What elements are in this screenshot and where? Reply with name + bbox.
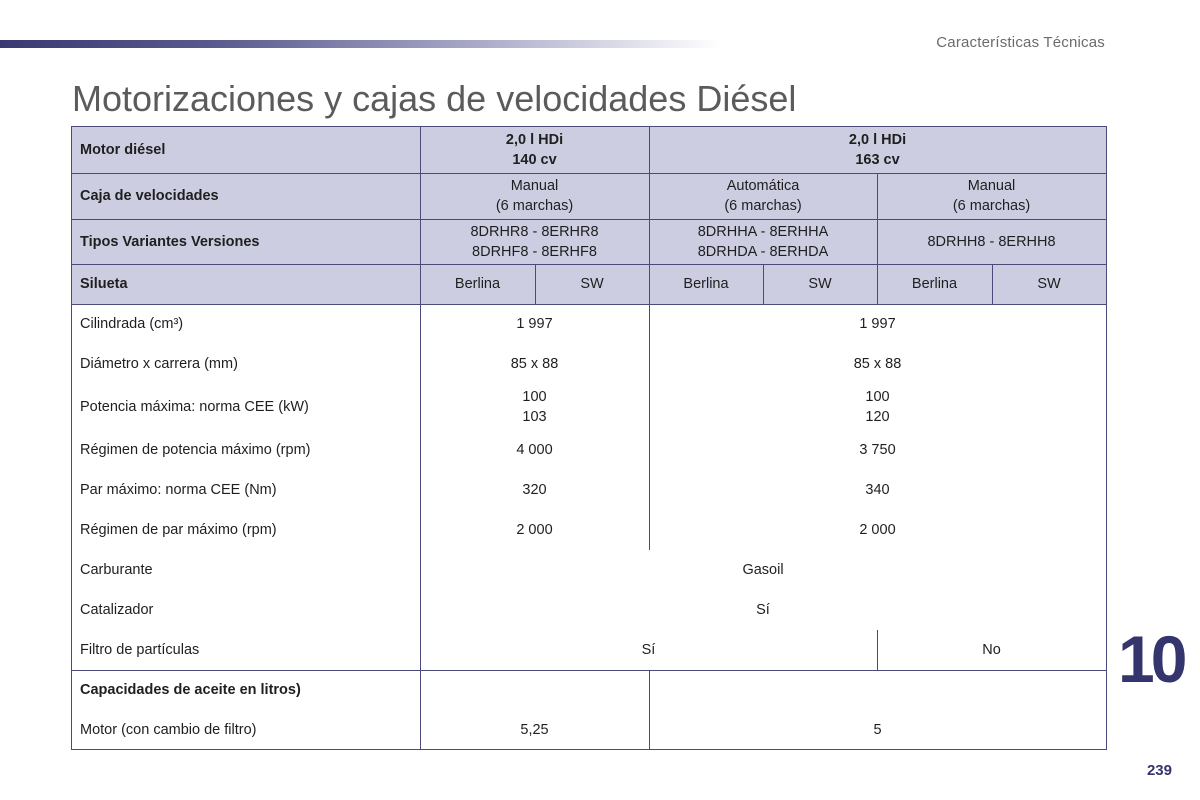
types-col1-line2: 8DRHF8 - 8ERHF8	[472, 243, 597, 260]
engine-col2-line2: 163 cv	[855, 152, 900, 168]
power-value-1	[420, 384, 649, 430]
engine-col2-line1: 2,0 l HDi	[848, 132, 907, 148]
types-col2-line1: 8DRHHA - 8ERHHA	[697, 223, 829, 240]
power-value-1a: 100	[522, 389, 547, 405]
silhouette-cell-6: SW	[992, 264, 1106, 304]
oil-engine-label: Motor (con cambio de filtro)	[80, 721, 257, 738]
engine-label: Motor diésel	[72, 127, 420, 173]
gearbox-col1	[420, 173, 649, 219]
particle-filter-label: Filtro de partículas	[80, 642, 200, 658]
types-col1	[420, 219, 649, 264]
grid-line	[877, 173, 878, 304]
torque-value-2: 340	[865, 482, 890, 498]
silhouette-cell-4: SW	[763, 264, 877, 304]
fuel-value: Gasoil	[742, 562, 784, 578]
grid-line	[649, 670, 650, 749]
gearbox-col2	[649, 173, 877, 219]
torque-rpm-value-2: 2 000	[859, 522, 896, 538]
silhouette-cell-1: Berlina	[420, 264, 535, 304]
torque-rpm-label: Régimen de par máximo (rpm)	[80, 522, 277, 538]
chapter-number: 10	[1118, 622, 1184, 696]
power-value-2a: 100	[865, 389, 890, 405]
power-label: Potencia máxima: norma CEE (kW)	[80, 399, 309, 415]
grid-line	[649, 127, 650, 550]
gearbox-col3-line2: (6 marchas)	[952, 198, 1031, 214]
types-col2	[649, 219, 877, 264]
power-value-2b: 120	[865, 409, 890, 425]
torque-rpm-value-1: 2 000	[516, 522, 553, 538]
power-value-2	[649, 384, 1106, 430]
types-col3: 8DRHH8 - 8ERHH8	[877, 219, 1106, 264]
header-gradient-bar	[0, 40, 720, 48]
displacement-value-2: 1 997	[859, 316, 896, 332]
silhouette-cell-3: Berlina	[649, 264, 763, 304]
grid-line	[535, 264, 536, 304]
grid-line	[992, 264, 993, 304]
particle-filter-value-1: Sí	[641, 642, 656, 658]
types-col1-line1: 8DRHR8 - 8ERHR8	[470, 223, 599, 240]
displacement-label: Cilindrada (cm³)	[80, 316, 184, 332]
power-rpm-label: Régimen de potencia máximo (rpm)	[80, 442, 311, 458]
grid-line	[763, 264, 764, 304]
oil-engine-value-2: 5	[873, 721, 882, 738]
silhouette-cell-5: Berlina	[877, 264, 992, 304]
oil-capacity-label: Capacidades de aceite en litros)	[80, 682, 301, 698]
page-title: Motorizaciones y cajas de velocidades Diésel	[72, 78, 797, 119]
engine-col2	[649, 127, 1106, 173]
power-value-1b: 103	[522, 409, 547, 425]
grid-line	[72, 304, 1106, 305]
catalyst-value: Sí	[756, 602, 770, 618]
bore-stroke-label: Diámetro x carrera (mm)	[80, 356, 238, 372]
torque-value-1: 320	[522, 482, 547, 498]
types-col2-line2: 8DRHDA - 8ERHDA	[697, 243, 829, 260]
bore-stroke-value-1: 85 x 88	[510, 356, 559, 372]
gearbox-col3	[877, 173, 1106, 219]
gearbox-col3-line1: Manual	[967, 178, 1016, 194]
engine-col1-line1: 2,0 l HDi	[505, 132, 564, 148]
catalyst-label: Catalizador	[80, 602, 154, 618]
torque-label: Par máximo: norma CEE (Nm)	[80, 482, 277, 498]
grid-line	[72, 670, 1106, 671]
gearbox-col2-line1: Automática	[726, 178, 800, 194]
grid-line	[877, 630, 878, 670]
specs-table	[71, 126, 1107, 750]
fuel-label: Carburante	[80, 562, 153, 578]
bore-stroke-value-2: 85 x 88	[853, 356, 902, 372]
silhouette-label: Silueta	[72, 264, 420, 304]
gearbox-col1-line1: Manual	[510, 178, 559, 194]
power-rpm-value-2: 3 750	[859, 442, 896, 458]
gearbox-label: Caja de velocidades	[72, 173, 420, 219]
grid-line	[72, 219, 1106, 220]
silhouette-cell-2: SW	[535, 264, 649, 304]
gearbox-col1-line2: (6 marchas)	[495, 198, 574, 214]
particle-filter-value-2: No	[982, 642, 1001, 658]
displacement-value-1: 1 997	[516, 316, 553, 332]
grid-line	[72, 264, 1106, 265]
types-label: Tipos Variantes Versiones	[72, 219, 420, 264]
gearbox-col2-line2: (6 marchas)	[724, 198, 802, 214]
grid-line	[72, 173, 1106, 174]
section-title: Características Técnicas	[936, 34, 1105, 51]
engine-col1-line2: 140 cv	[512, 152, 557, 168]
grid-line	[420, 127, 421, 749]
page-number: 239	[1146, 762, 1172, 779]
engine-col1	[420, 127, 649, 173]
power-rpm-value-1: 4 000	[516, 442, 553, 458]
oil-engine-value-1: 5,25	[520, 721, 549, 738]
